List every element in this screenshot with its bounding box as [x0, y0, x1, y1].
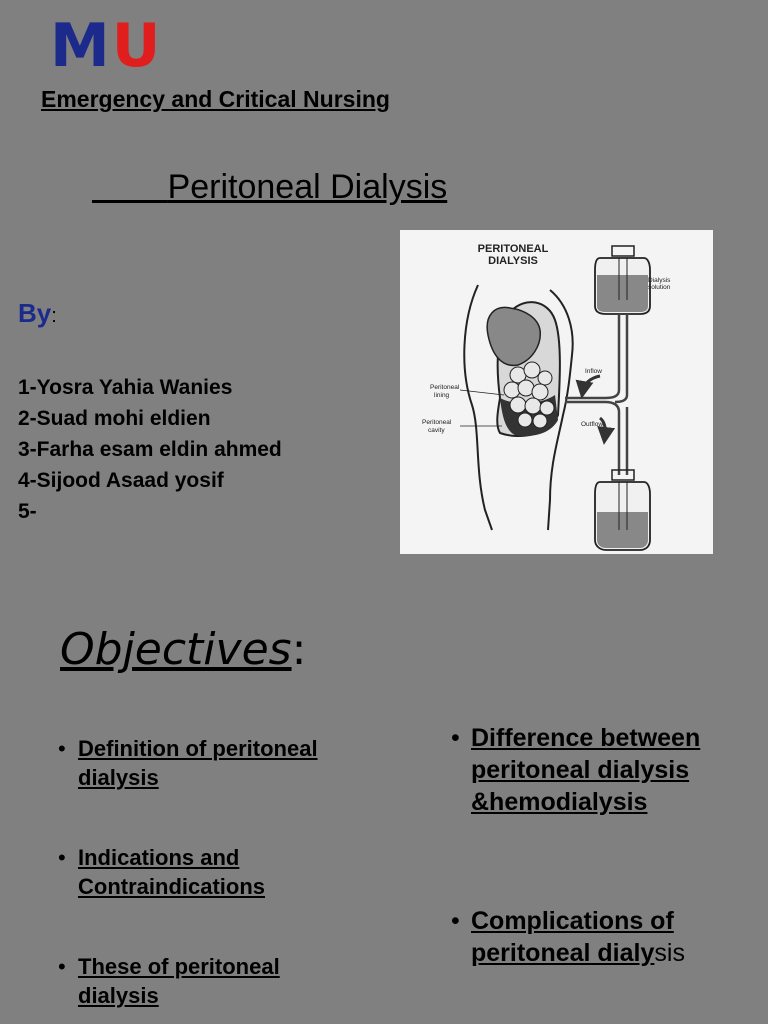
label-inflow: Inflow [585, 368, 602, 375]
dialysis-diagram [400, 230, 713, 554]
drainage-bag [595, 470, 650, 550]
label-lining-2: lining [434, 392, 450, 399]
presentation-title [92, 168, 447, 207]
diagram-title-2: DIALYSIS [488, 255, 538, 267]
objective-item: • Difference between peritoneal dialysis &hemodialysis [451, 724, 701, 816]
tubing [565, 314, 627, 475]
author-item: 1-Yosra Yahia Wanies [18, 376, 233, 399]
objective-text: Difference between peritoneal dialysis &hemodialysis [471, 724, 701, 816]
by-label [18, 298, 57, 329]
objective-item: • These of peritoneal dialysis [58, 954, 280, 1008]
objectives-colon: : [291, 624, 307, 675]
logo-letter-u: U [111, 11, 163, 81]
author-item: 5- [18, 500, 37, 523]
objective-text: Indications and Contraindications [78, 845, 266, 899]
peritoneal-dialysis-illustration [400, 230, 713, 554]
by-word: By [18, 298, 52, 328]
objective-text-tail: sis [654, 939, 685, 967]
objective-text: Definition of peritoneal dialysis [78, 736, 318, 790]
author-item: 4-Sijood Asaad yosif [18, 469, 224, 492]
author-item: 3-Farha esam eldin ahmed [18, 438, 282, 461]
label-outflow: Outflow [581, 421, 604, 428]
label-lining-1: Peritoneal [430, 384, 460, 391]
logo-letter-m: M [50, 11, 112, 81]
by-colon: : [51, 305, 57, 327]
dialysis-solution-bag [595, 246, 650, 314]
objectives-heading [60, 624, 306, 675]
mu-logo [50, 11, 163, 81]
course-subtitle: Emergency and Critical Nursing [41, 86, 390, 112]
objectives-word: Objectives [60, 624, 292, 675]
label-cavity-2: cavity [428, 427, 445, 434]
objective-item: • Indications and Contraindications [58, 845, 266, 899]
inflow-arrow [583, 376, 600, 390]
objective-item: • Definition of peritoneal dialysis [58, 736, 318, 790]
label-cavity-1: Peritoneal [422, 419, 452, 426]
title-text: Peritoneal Dialysis [167, 168, 448, 206]
objective-text: Complications of peritoneal dialy [471, 907, 674, 967]
label-solution-2: solution [648, 284, 671, 291]
objective-item: • Complications of peritoneal dialysis [451, 907, 685, 967]
label-solution-1: Dialysis [648, 277, 671, 284]
author-list [18, 372, 282, 527]
author-item: 2-Suad mohi eldien [18, 407, 211, 430]
lining-pointer [460, 390, 504, 395]
diagram-title-1: PERITONEAL [477, 243, 549, 255]
objective-text: These of peritoneal dialysis [78, 954, 280, 1008]
